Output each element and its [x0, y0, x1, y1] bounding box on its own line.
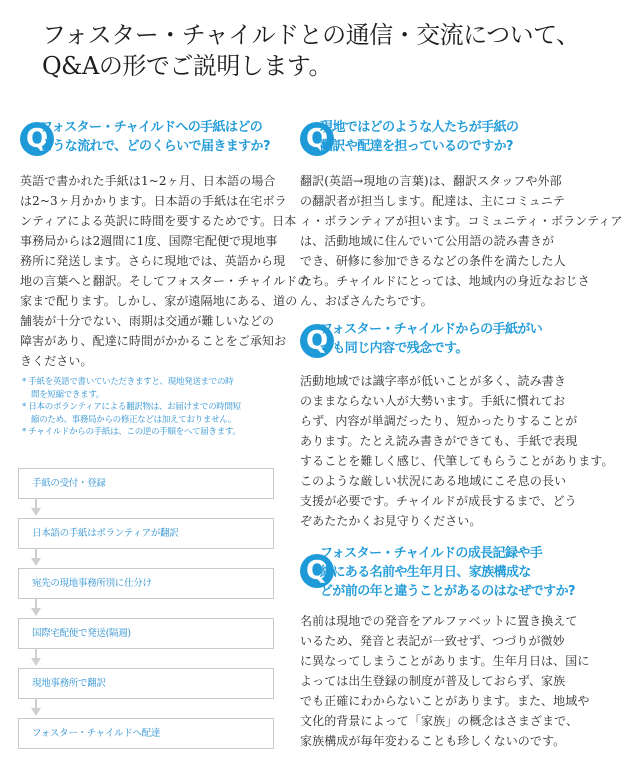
answer-line: このような厳しい状況にある地域にこそ息の長い: [300, 474, 567, 488]
answer-line: ぞあたたかくお見守りください。: [300, 514, 482, 528]
qa-section-translators: [300, 118, 623, 311]
answer-line: ん、おばさんたちです。: [300, 294, 433, 308]
question-text: [320, 320, 542, 358]
answer-line: 活動地域では識字率が低いことが多く、読み書き: [300, 374, 566, 388]
title-line-1: フォスター・チャイルドとの通信・交流について、: [42, 21, 580, 49]
question-line: どが前の年と違うことがあるのはなぜですか?: [320, 584, 575, 599]
question-header: [300, 118, 572, 172]
answer-line: たち。チャイルドにとっては、地域内の身近なおじさ: [300, 274, 590, 288]
arrow-down-icon: [31, 608, 41, 616]
answer-line: ィ・ボランティアが担います。コミュニティ・ボランティア: [300, 214, 623, 228]
answer-line: あります。たとえ読み書きができても、手紙で表現: [300, 434, 578, 448]
notes-list: [22, 376, 272, 439]
answer-line: のままならない人が大勢います。手紙に慣れてお: [300, 394, 566, 408]
flow-step-sort: 宛先の現地事務所別に仕分け: [18, 568, 274, 599]
answer-line: 務所に発送します。さらに現地では、英語から現: [20, 254, 286, 268]
flow-step-deliver: フォスター・チャイルドへ配達: [18, 718, 274, 749]
answer-line: 舗装が十分でない、雨期は交通が難しいなどの: [20, 314, 275, 328]
answer-line: に異なってしまうことがあります。生年月日は、国に: [300, 654, 590, 668]
answer-line: ンティアによる英訳に時間を要するためです。日本: [20, 214, 297, 228]
answer-line: きください。: [20, 354, 93, 368]
q-icon: Q: [20, 122, 54, 156]
answer-line: 文化的背景によって「家族」の概念はさまざまで、: [300, 714, 579, 728]
arrow-down-icon: [31, 708, 41, 716]
answer-line: よっては出生登録の制度が普及しておらず、家族: [300, 674, 566, 688]
question-line: フォスター・チャイルドへの手紙はどの: [40, 120, 263, 135]
answer-line: 家まで配ります。しかし、家が遠隔地にある、道の: [20, 294, 298, 308]
flow-step-receive: 手紙の受付・登録: [18, 468, 274, 499]
qa-section-letter-flow: [20, 118, 310, 371]
letter-flow-diagram: [18, 468, 274, 749]
answer-line: することを難しく感じ、代筆してもらうことがあります。: [300, 454, 614, 468]
question-line: フォスター・チャイルドからの手紙がい: [320, 322, 543, 337]
answer-text: [300, 171, 623, 311]
q-icon: Q: [300, 554, 334, 588]
question-line: ような流れで、どのくらいで届きますか?: [40, 139, 270, 154]
question-line: つも同じ内容で残念です。: [320, 341, 468, 356]
question-header: [300, 544, 575, 611]
flow-step-translate-volunteer: 日本語の手紙はボランティアが翻訳: [18, 518, 274, 549]
flow-step-ship: 国際宅配便で発送(隔週): [18, 618, 274, 649]
answer-line: は2~3ヶ月かかります。日本語の手紙は在宅ボラ: [20, 194, 287, 208]
question-header: [300, 320, 572, 371]
answer-line: 英語で書かれた手紙は1~2ヶ月、日本語の場合: [20, 174, 276, 188]
page-title: [42, 20, 580, 82]
answer-line: 障害があり、配達に時間がかかることをご承知お: [20, 334, 287, 348]
qa-section-record-differences: [300, 544, 590, 751]
answer-line: 名前は現地での発音をアルファベットに置き換えて: [300, 614, 578, 628]
answer-text: [300, 371, 614, 531]
arrow-down-icon: [31, 508, 41, 516]
answer-line: 家族構成が毎年変わることも珍しくないのです。: [300, 734, 566, 748]
answer-line: 支援が必要です。チャイルドが成長するまで、どう: [300, 494, 577, 508]
question-text: [40, 118, 270, 156]
question-text: [320, 544, 575, 601]
answer-line: 事務局からは2週間に1度、国際宅配便で現地事: [20, 234, 278, 248]
answer-text: [20, 171, 310, 371]
flow-step-translate-local: 現地事務所で翻訳: [18, 668, 274, 699]
qa-section-same-content: [300, 320, 614, 531]
answer-line: 翻訳(英語→現地の言葉)は、翻訳スタッフや外部: [300, 174, 562, 188]
question-line: フォスター・チャイルドの成長記録や手: [320, 546, 543, 561]
note-item: * 日本のボランティアによる翻訳物は、お届けまでの時間短 縮のため、事務局からの修正などは加えておりません。: [22, 402, 241, 425]
question-line: 現地ではどのような人たちが手紙の: [320, 120, 519, 135]
answer-line: でき、研修に参加できるなどの条件を満たした人: [300, 254, 566, 268]
answer-line: らず、内容が単調だったり、短かったりすることが: [300, 414, 578, 428]
answer-text: [300, 611, 590, 751]
question-header: [20, 118, 276, 172]
question-line: 紙にある名前や生年月日、家族構成な: [320, 565, 531, 580]
title-line-2: Q&Aの形でご説明します。: [42, 52, 332, 80]
q-icon: Q: [300, 122, 334, 156]
q-icon: Q: [300, 324, 334, 358]
note-item: * チャイルドからの手紙は、この逆の手順をへて届きます。: [22, 427, 241, 437]
answer-line: でも正確にわからないことがあります。また、地域や: [300, 694, 590, 708]
answer-line: は、活動地域に住んでいて公用語の読み書きが: [300, 234, 555, 248]
arrow-down-icon: [31, 658, 41, 666]
note-item: * 手紙を英語で書いていただきますと、現地発送までの時 間を短縮できます。: [22, 377, 234, 400]
question-text: [320, 118, 518, 156]
answer-line: いるため、発音と表記が一致せず、つづりが微妙: [300, 634, 565, 648]
answer-line: の翻訳者が担当します。配達は、主にコミュニテ: [300, 194, 566, 208]
question-line: 翻訳や配達を担っているのですか?: [320, 139, 513, 154]
arrow-down-icon: [31, 558, 41, 566]
answer-line: 地の言葉へと翻訳。そしてフォスター・チャイルドの: [20, 274, 310, 288]
